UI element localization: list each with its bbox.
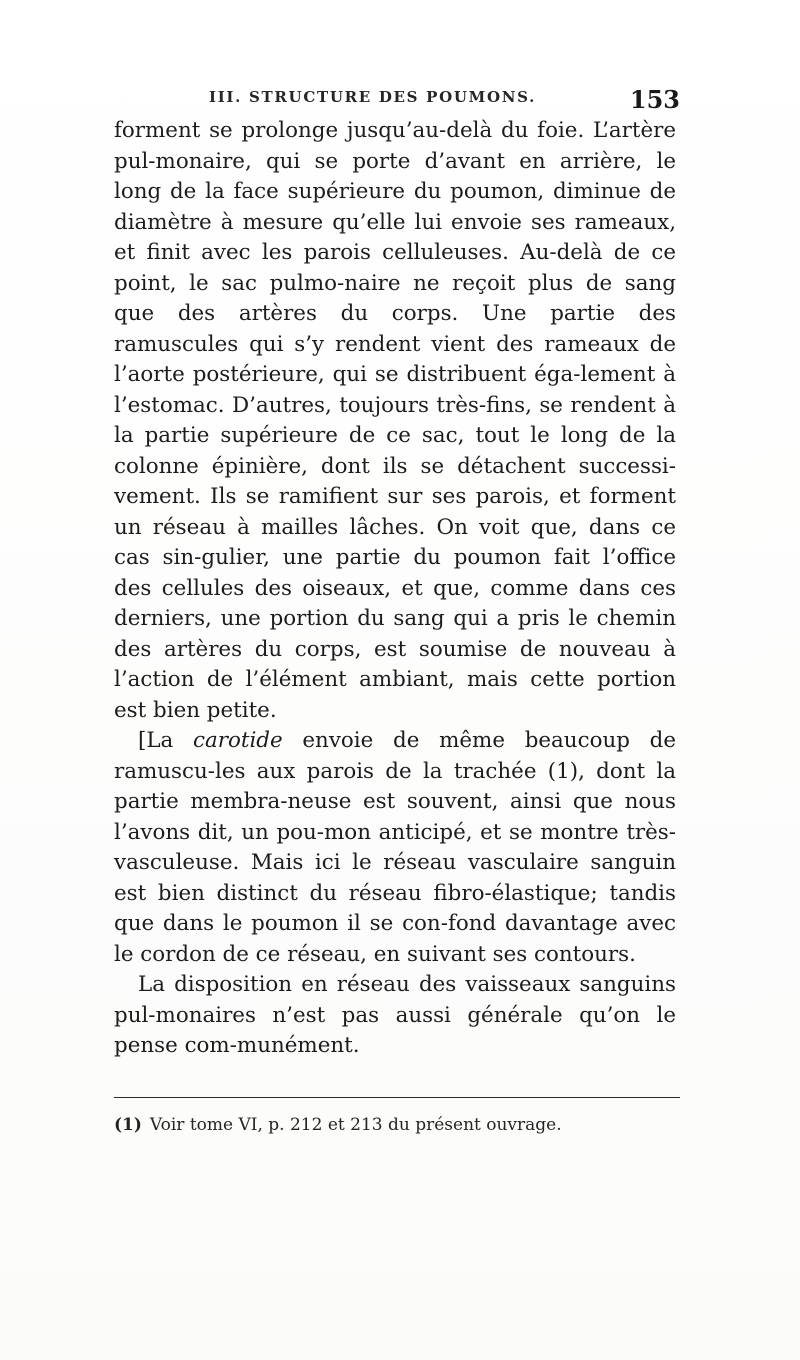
paragraph-network-disposition: La disposition en réseau des vaisseaux sanguins pul-monaires n’est pas aussi générale qu’on le pense com-munément. — [114, 972, 676, 1058]
carotid-term: carotide — [193, 728, 283, 753]
running-header — [0, 85, 800, 116]
footnote-divider — [114, 1097, 680, 1098]
paragraph-carotid-prefix: [La — [138, 728, 194, 753]
footnote-marker: (1) — [114, 1115, 142, 1135]
footnote — [114, 1113, 682, 1137]
running-title: III. STRUCTURE DES POUMONS. — [209, 88, 537, 106]
main-text — [114, 116, 676, 1062]
footnote-text: Voir tome VI, p. 212 et 213 du présent ouvrage. — [149, 1115, 562, 1135]
paragraph-continuation: forment se prolonge jusqu’au-delà du foie. L’artère pul-monaire, qui se porte d’avant en arrière, le long de la face supérieure du poumon, diminue de diamètre à mesure qu’elle lui envoie ses rameaux, et finit avec les parois celluleuses. Au-delà de ce point, le sac pulmo-naire ne reçoit plus de sang que des artères du corps. Une partie des ramuscules qui s’y rendent vient des rameaux de l’aorte postérieure, qui se distribuent éga-lement à l’estomac. D’autres, toujours très-fins, se rendent à la partie supérieure de ce sac, tout le long de la colonne épinière, dont ils se détachent successi-vement. Ils se ramifient sur ses parois, et forment un réseau à mailles lâches. On voit que, dans ce cas sin-gulier, une partie du poumon fait l’office des cellules des oiseaux, et que, comme dans ces derniers, une portion du sang qui a pris le chemin des artères du corps, est soumise de nouveau à l’action de l’élément ambiant, mais cette portion est bien petite. — [114, 118, 676, 723]
paragraph-carotid-body: envoie de même beaucoup de ramuscu-les aux parois de la trachée (1), dont la partie membra-neuse est souvent, ainsi que nous l’avons dit, un pou-mon anticipé, et se montre très-vasculeuse. Mais ici le réseau vasculaire sanguin est bien distinct du réseau fibro-élastique; tandis que dans le poumon il se con-fond davantage avec le cordon de ce réseau, en suivant ses contours. — [114, 728, 676, 967]
paragraph-carotid — [114, 726, 676, 970]
page-number: 153 — [629, 85, 680, 114]
